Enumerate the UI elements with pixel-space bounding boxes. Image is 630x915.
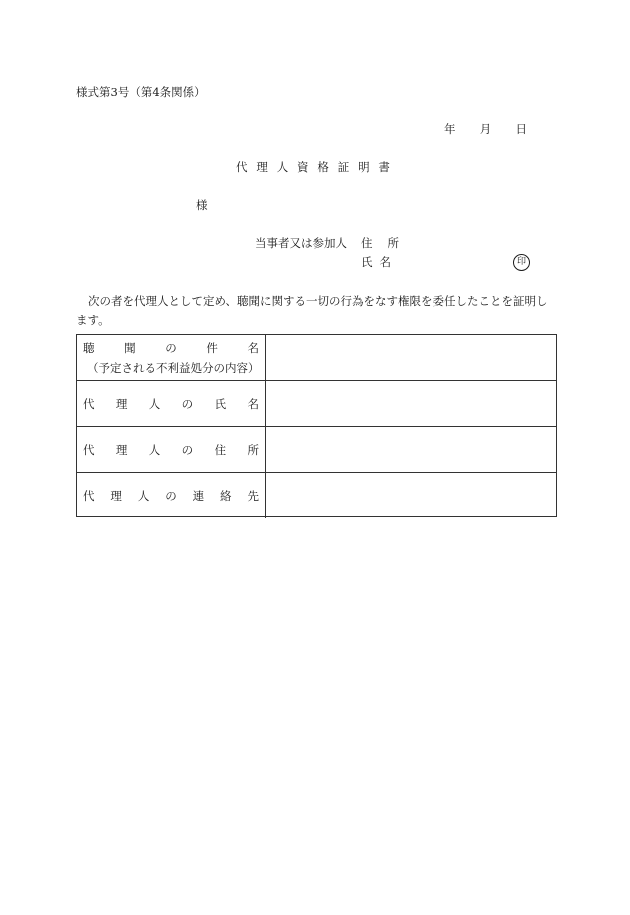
label-char: 代	[83, 396, 95, 411]
table-row	[77, 380, 556, 426]
label-char: 理	[115, 442, 128, 457]
name-char: 氏	[361, 255, 373, 269]
label-char: 氏	[214, 396, 227, 411]
title-char: 書	[378, 160, 390, 174]
hearing-subject-field[interactable]	[266, 335, 556, 380]
name-char: 名	[379, 255, 391, 269]
row-label	[77, 381, 266, 426]
label-char: の	[165, 340, 177, 355]
party-label: 当事者又は参加人	[255, 236, 347, 250]
date-year-label: 年	[444, 122, 456, 136]
title-char: 格	[317, 160, 329, 174]
label-char: 人	[148, 442, 161, 457]
agent-contact-field[interactable]	[266, 473, 556, 518]
row-label-text	[83, 442, 259, 458]
address-char: 所	[387, 236, 399, 250]
title-char: 理	[256, 160, 268, 174]
table-row	[77, 335, 556, 380]
label-char: の	[165, 488, 177, 503]
label-char: 代	[83, 442, 95, 457]
label-char: 件	[206, 340, 218, 355]
label-char: の	[181, 396, 194, 411]
seal-mark: 印	[513, 254, 530, 271]
body-text: 次の者を代理人として定め、聴聞に関する一切の行為をなす権限を委任したことを証明します。	[76, 294, 548, 327]
label-char: 住	[214, 442, 227, 457]
label-char: 名	[247, 340, 259, 355]
label-char: 連	[192, 488, 205, 503]
row-label-text	[83, 340, 259, 356]
name-label	[361, 257, 391, 269]
date-month-label: 月	[479, 122, 492, 136]
label-char: 人	[137, 488, 150, 503]
title-char: 人	[276, 160, 289, 174]
label-char: 先	[247, 488, 259, 503]
label-char: 聴	[83, 340, 95, 355]
agent-info-table	[76, 334, 557, 517]
row-label-text	[83, 396, 259, 412]
label-char: 名	[247, 396, 259, 411]
document-title	[236, 162, 390, 174]
title-char: 代	[236, 160, 248, 174]
row-label-sub: （予定される不利益処分の内容）	[87, 360, 260, 375]
label-char: の	[181, 442, 194, 457]
date-day-label: 日	[515, 122, 527, 136]
label-char: 聞	[124, 340, 136, 355]
label-char: 絡	[220, 488, 232, 503]
label-char: 人	[148, 396, 161, 411]
agent-address-field[interactable]	[266, 427, 556, 472]
form-number: 様式第3号（第4条関係）	[76, 85, 206, 99]
row-label	[77, 427, 266, 472]
address-char: 住	[361, 236, 373, 250]
table-row	[77, 472, 556, 518]
table-row	[77, 426, 556, 472]
title-char: 明	[358, 160, 370, 174]
label-char: 理	[115, 396, 128, 411]
label-char: 所	[247, 442, 259, 457]
title-char: 資	[297, 160, 309, 174]
agent-name-field[interactable]	[266, 381, 556, 426]
addressee-suffix: 様	[196, 198, 208, 212]
label-char: 代	[83, 488, 95, 503]
address-label	[361, 238, 399, 250]
label-char: 理	[110, 488, 122, 503]
title-char: 証	[337, 160, 350, 174]
row-label	[77, 473, 266, 518]
row-label	[77, 335, 266, 380]
date-line	[444, 124, 527, 136]
row-label-text	[83, 488, 259, 504]
